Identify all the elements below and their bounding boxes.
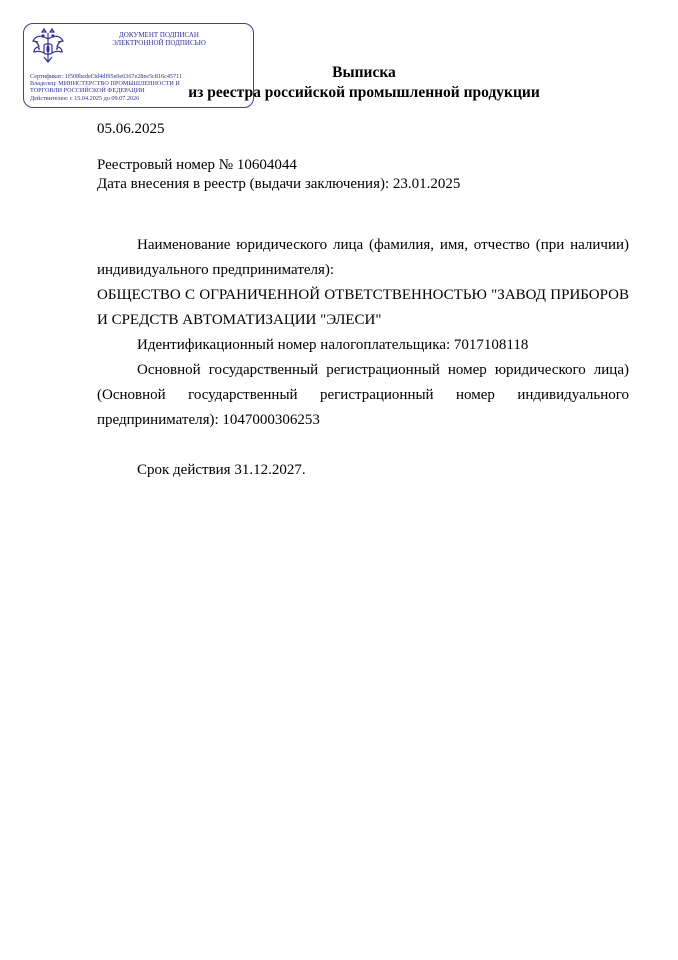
entity-name: ОБЩЕСТВО С ОГРАНИЧЕННОЙ ОТВЕТСТВЕННОСТЬЮ "ЗАВОД ПРИБОРОВ И СРЕДСТВ АВТОМАТИЗАЦИИ "ЭЛЕСИ" bbox=[97, 287, 629, 328]
stamp-owner-line1: Владелец: МИНИСТЕРСТВО ПРОМЫШЛЕННОСТИ И bbox=[30, 80, 180, 88]
stamp-header-line2: ЭЛЕКТРОННОЙ ПОДПИСЬЮ bbox=[112, 39, 206, 47]
entity-label: Наименование юридического лица (фамилия, имя, отчество (при наличии) индивидуального предпринимателя): bbox=[97, 237, 629, 278]
document-subtitle: из реестра российской промышленной продукции bbox=[188, 84, 540, 101]
validity-period: Срок действия 31.12.2027. bbox=[137, 462, 306, 478]
russian-coat-of-arms-icon bbox=[30, 27, 66, 67]
document-date: 05.06.2025 bbox=[97, 121, 165, 137]
stamp-validity: Действителен: с 15.04.2025 до 09.07.2026 bbox=[30, 94, 140, 102]
stamp-certificate: Сертификат: 1f508bedef3d4df95e0e6367e28ee5c816c45711 bbox=[30, 73, 183, 80]
inn-line: Идентификационный номер налогоплательщика: 7017108118 bbox=[137, 337, 529, 353]
stamp-header-line1: ДОКУМЕНТ ПОДПИСАН bbox=[119, 31, 199, 39]
document-title: Выписка bbox=[332, 64, 396, 81]
registry-number: Реестровый номер № 10604044 bbox=[97, 157, 297, 173]
stamp-owner-line2: ТОРГОВЛИ РОССИЙСКОЙ ФЕДЕРАЦИИ bbox=[30, 87, 145, 95]
registry-date: Дата внесения в реестр (выдачи заключения): 23.01.2025 bbox=[97, 176, 461, 192]
ogrn-paragraph: Основной государственный регистрационный номер юридического лица) (Основной государственный регистрационный номер индивидуального предпринимателя): 1047000306253 bbox=[97, 362, 629, 428]
stamp-header bbox=[84, 31, 234, 47]
